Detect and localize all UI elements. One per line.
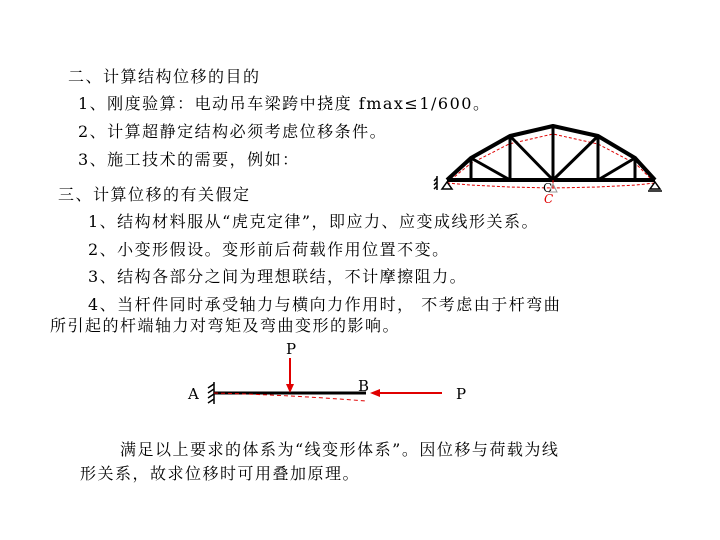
section3-heading: 三、计算位移的有关假定 (58, 185, 251, 204)
conclusion-line-1: 满足以上要求的体系为“线变形体系”。因位移与荷载为线 (120, 440, 560, 459)
section2-item-1: 1、刚度验算：电动吊车梁跨中挠度 fmax≤1/600。 (78, 94, 491, 113)
truss-diagram (433, 122, 663, 206)
section3-item-4: 4、当杆件同时承受轴力与横向力作用时， 不考虑由于杆弯曲 (88, 295, 562, 314)
truss-label-c-red: C (544, 192, 554, 206)
section3-item-1: 1、结构材料服从“虎克定律”，即应力、应变成线形关系。 (88, 212, 540, 231)
section3-item-3: 3、结构各部分之间为理想联结，不计摩擦阻力。 (88, 267, 468, 286)
truss-web-members (471, 126, 635, 180)
beam-end-b-label: B (358, 377, 370, 395)
conclusion-line-2: 形关系，故求位移时可用叠加原理。 (80, 464, 361, 483)
truss-right-support (648, 182, 662, 191)
section2-heading: 二、计算结构位移的目的 (68, 67, 261, 86)
truss-deformed-shape (447, 134, 655, 183)
section2-item-3: 3、施工技术的需要，例如： (78, 150, 300, 169)
section3-item-4-cont: 所引起的杆端轴力对弯矩及弯曲变形的影响。 (50, 316, 401, 335)
beam-fixed-support (208, 382, 214, 404)
beam-axial-load-arrowhead (370, 389, 380, 397)
beam-end-a-label: A (188, 385, 199, 403)
beam-load-top-label: P (286, 340, 297, 358)
section3-item-2: 2、小变形假设。变形前后荷载作用位置不变。 (88, 240, 450, 259)
beam-load-axial-label: P (456, 385, 467, 403)
truss-label-c-black: C (543, 181, 553, 195)
section2-item-2: 2、计算超静定结构必须考虑位移条件。 (78, 122, 388, 141)
beam-diagram (200, 358, 480, 418)
